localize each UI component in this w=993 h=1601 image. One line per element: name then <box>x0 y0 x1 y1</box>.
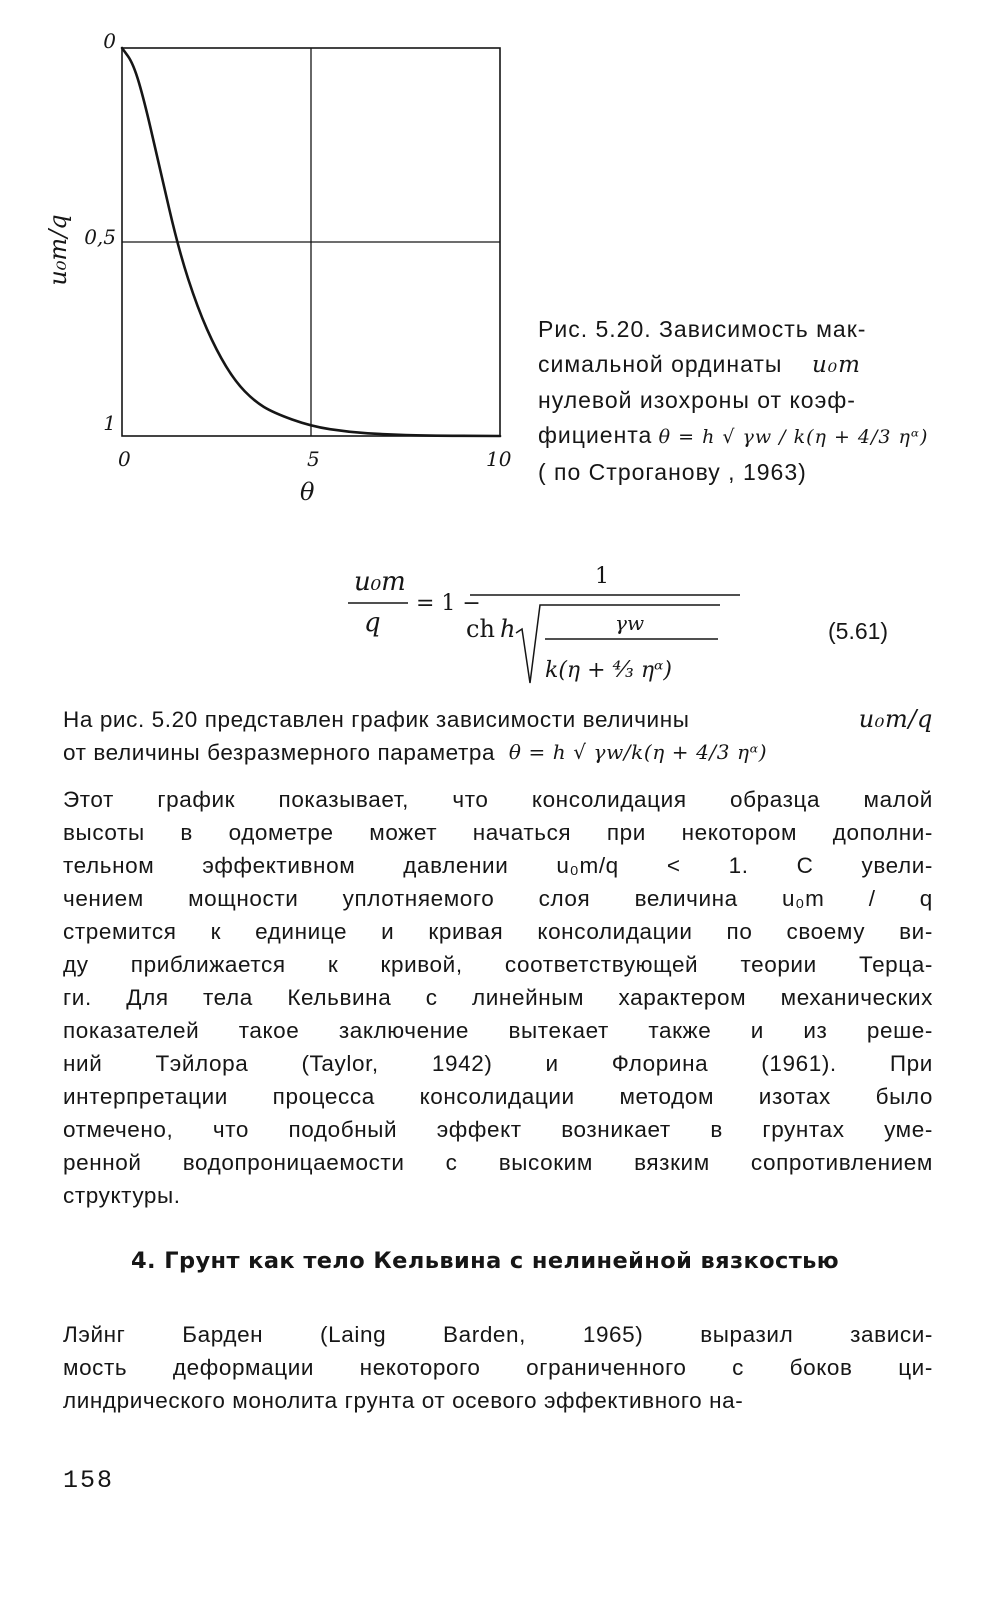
word: ренной <box>63 1150 142 1175</box>
word: реше- <box>866 1018 933 1043</box>
word: в <box>180 820 193 845</box>
word: Тэйлора <box>155 1051 249 1076</box>
word: дополни- <box>832 820 933 845</box>
word: может <box>369 820 438 845</box>
text-line <box>63 703 933 736</box>
word: При <box>889 1051 933 1076</box>
word: с <box>732 1355 744 1380</box>
word: уплотняемого <box>342 886 495 911</box>
x-axis-label: θ <box>300 478 315 506</box>
text-line <box>63 816 933 849</box>
word: (1961). <box>761 1051 837 1076</box>
line-math: θ = h √ γw/k(η + 4/3 ηᵅ) <box>508 740 768 764</box>
caption-line <box>538 347 938 383</box>
eq-lhs-numerator: u₀m <box>354 567 406 597</box>
y-axis-label: u₀m/q <box>44 214 72 286</box>
word: образца <box>730 787 821 812</box>
word: 1965) <box>582 1322 644 1347</box>
word: консолидации <box>537 919 693 944</box>
word: высоким <box>498 1150 593 1175</box>
word: возникает <box>561 1117 671 1142</box>
y-tick-label: 0 <box>103 29 116 53</box>
page-number: 158 <box>63 1466 115 1495</box>
x-tick-label: 5 <box>307 447 320 471</box>
word: ци- <box>898 1355 933 1380</box>
text-line <box>63 1113 933 1146</box>
word: по <box>726 919 753 944</box>
caption-line: нулевой изохроны от коэф- <box>538 387 856 413</box>
line-math: u₀m/q <box>858 705 933 733</box>
word: изотах <box>758 1084 831 1109</box>
text-line <box>63 948 933 981</box>
caption-math: θ = h √ γw / k(η + 4/3 ηᵅ) <box>658 426 929 448</box>
word: кривая <box>428 919 504 944</box>
word: консолидации <box>419 1084 575 1109</box>
word: соответствующей <box>504 952 699 977</box>
word: своему <box>786 919 866 944</box>
word: ний <box>63 1051 103 1076</box>
word: выразил <box>700 1322 794 1347</box>
eq-h: h <box>500 615 516 643</box>
word: линейным <box>472 985 585 1010</box>
caption-line <box>538 418 938 455</box>
word: к <box>210 919 222 944</box>
x-tick-label: 10 <box>486 447 512 471</box>
word: приближается <box>130 952 286 977</box>
word: зависи- <box>850 1322 933 1347</box>
eq-denominator: k(η + ⁴⁄₃ ηᵅ) <box>545 658 672 683</box>
text-line <box>63 915 933 948</box>
text-line <box>63 783 933 816</box>
word: u₀m <box>782 886 825 911</box>
caption-line: ( по Строганову , 1963) <box>538 459 807 485</box>
word: механических <box>780 985 933 1010</box>
word: < <box>666 853 681 878</box>
word: ги. <box>63 985 92 1010</box>
word: одометре <box>228 820 334 845</box>
text-line <box>63 1014 933 1047</box>
y-tick-label: 1 <box>103 411 116 435</box>
word: q <box>919 886 933 911</box>
x-tick-label: 0 <box>118 447 131 471</box>
text-line <box>63 1318 933 1351</box>
text-line: линдрического монолита грунта от осевого эффективного на- <box>63 1388 744 1413</box>
word: 1. <box>728 853 749 878</box>
word: процесса <box>272 1084 375 1109</box>
text-line <box>63 1047 933 1080</box>
word: ограниченного <box>526 1355 687 1380</box>
word: боков <box>789 1355 853 1380</box>
text-line <box>63 981 933 1014</box>
word: и <box>381 919 395 944</box>
word: Для <box>126 985 169 1010</box>
paragraph-2 <box>63 783 933 1212</box>
text-line <box>63 849 933 882</box>
caption-text: симальной ординаты <box>538 351 783 377</box>
word: стремится <box>63 919 177 944</box>
text-line <box>63 1351 933 1384</box>
word: к <box>327 952 339 977</box>
word: Флорина <box>611 1051 709 1076</box>
word: и <box>545 1051 559 1076</box>
word: подобный <box>288 1117 398 1142</box>
chart-tick-labels <box>84 29 512 471</box>
paragraph-1 <box>63 703 933 769</box>
word: эффективном <box>202 853 356 878</box>
line-text: от величины безразмерного параметра <box>63 740 496 765</box>
caption-math: u₀m <box>812 352 861 378</box>
word: сопротивлением <box>750 1150 933 1175</box>
figure-caption <box>538 312 938 490</box>
word: теории <box>740 952 817 977</box>
word: такое <box>238 1018 300 1043</box>
word: кривой, <box>380 952 463 977</box>
word: было <box>875 1084 933 1109</box>
word: Этот <box>63 787 114 812</box>
word: высоты <box>63 820 145 845</box>
word: из <box>803 1018 828 1043</box>
word: мощности <box>188 886 299 911</box>
word: мость <box>63 1355 128 1380</box>
word: консолидация <box>531 787 687 812</box>
word: увели- <box>861 853 933 878</box>
word: вязким <box>634 1150 710 1175</box>
eq-ch: ch <box>466 615 495 643</box>
word: грунтах <box>762 1117 845 1142</box>
section-heading: 4. Грунт как тело Кельвина с нелинейной вязкостью <box>131 1248 840 1274</box>
word: и <box>750 1018 764 1043</box>
word: методом <box>619 1084 715 1109</box>
word: ду <box>63 952 89 977</box>
word: эффект <box>436 1117 522 1142</box>
word: водопроницаемости <box>182 1150 405 1175</box>
word: давлении <box>403 853 509 878</box>
word: заключение <box>338 1018 470 1043</box>
word: деформации <box>172 1355 315 1380</box>
word: Терца- <box>858 952 933 977</box>
word: начаться <box>472 820 572 845</box>
paragraph-3 <box>63 1318 933 1417</box>
word: интерпретации <box>63 1084 228 1109</box>
word: показателей <box>63 1018 200 1043</box>
word: в <box>710 1117 723 1142</box>
y-tick-label: 0,5 <box>84 225 116 249</box>
caption-line: Рис. 5.20. Зависимость мак- <box>538 316 867 342</box>
word: 1942) <box>431 1051 493 1076</box>
equation-number: (5.61) <box>828 618 889 644</box>
word: малой <box>863 787 933 812</box>
text-line <box>63 736 933 769</box>
word: показывает, <box>278 787 409 812</box>
word: с <box>425 985 438 1010</box>
word: график <box>157 787 236 812</box>
word: ви- <box>899 919 933 944</box>
word: Лэйнг <box>63 1322 126 1347</box>
word: (Laing <box>320 1322 387 1347</box>
word: отмечено, <box>63 1117 174 1142</box>
caption-text: фициента <box>538 422 653 448</box>
word: С <box>796 853 814 878</box>
word: уме- <box>884 1117 933 1142</box>
text-line: структуры. <box>63 1183 181 1208</box>
text-line <box>63 1080 933 1113</box>
word: тельном <box>63 853 155 878</box>
word: Барден <box>182 1322 264 1347</box>
word: что <box>452 787 489 812</box>
word: / <box>868 886 876 911</box>
word: что <box>212 1117 249 1142</box>
word: с <box>445 1150 458 1175</box>
word: Кельвина <box>287 985 392 1010</box>
word: u₀m/q <box>556 853 619 878</box>
word: некоторого <box>359 1355 481 1380</box>
text-line <box>63 882 933 915</box>
word: чением <box>63 886 144 911</box>
eq-lhs-denominator: q <box>364 608 381 638</box>
word: Barden, <box>443 1322 527 1347</box>
word: вытекает <box>508 1018 609 1043</box>
word: единице <box>255 919 348 944</box>
eq-equals-one: = 1 − <box>416 591 481 616</box>
eq-one: 1 <box>595 564 609 589</box>
equation-5-61 <box>340 555 760 695</box>
eq-gamma-w: γw <box>615 611 645 635</box>
word: (Taylor, <box>301 1051 379 1076</box>
word: тела <box>203 985 253 1010</box>
word: величина <box>634 886 738 911</box>
word: характером <box>618 985 747 1010</box>
word: слоя <box>538 886 591 911</box>
word: некотором <box>681 820 798 845</box>
word: также <box>648 1018 712 1043</box>
text-line <box>63 1146 933 1179</box>
line-text: На рис. 5.20 представлен график зависимости величины <box>63 707 690 732</box>
word: при <box>606 820 646 845</box>
